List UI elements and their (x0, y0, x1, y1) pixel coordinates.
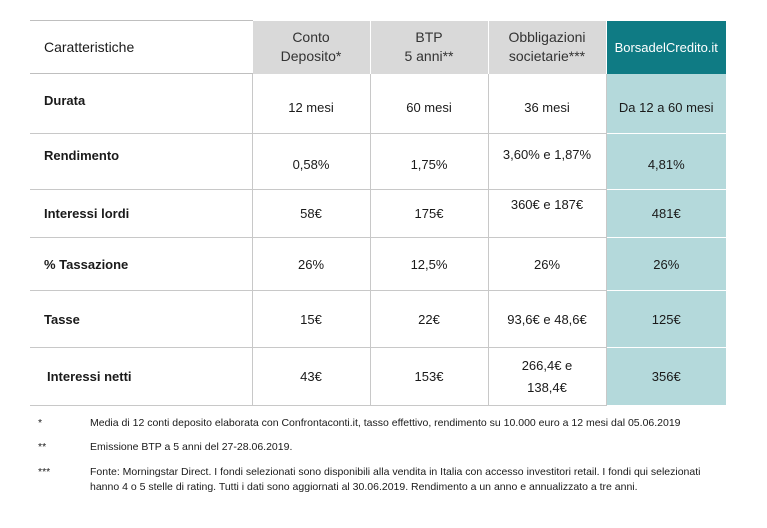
header-obbligazioni: Obbligazioni societarie*** (488, 21, 606, 74)
table-row (30, 190, 726, 238)
cell-value: 26% (488, 238, 606, 291)
footnote (38, 465, 758, 515)
row-label: Rendimento (30, 134, 252, 190)
header-characteristics: Caratteristiche (30, 21, 252, 74)
comparison-table (30, 20, 726, 406)
cell-value: 15€ (252, 291, 370, 348)
cell-highlight: 125€ (606, 291, 726, 348)
cell-value: 93,6€ e 48,6€ (488, 291, 606, 348)
cell-value: 153€ (370, 348, 488, 406)
cell-value: 12,5% (370, 238, 488, 291)
cell-value: 22€ (370, 291, 488, 348)
cell-value: 1,75% (370, 134, 488, 190)
cell-highlight: 4,81% (606, 134, 726, 190)
table-header-row (30, 21, 726, 74)
footnote-mark: ** (38, 441, 47, 453)
row-label: % Tassazione (30, 238, 252, 291)
cell-highlight: 26% (606, 238, 726, 291)
table-row (30, 134, 726, 190)
row-label: Tasse (30, 291, 252, 348)
footnote-mark: *** (38, 466, 51, 478)
cell-value: 175€ (370, 190, 488, 238)
row-label: Durata (30, 74, 252, 134)
footnote (38, 440, 758, 456)
cell-value: 360€ e 187€ (488, 190, 606, 238)
row-label: Interessi lordi (30, 190, 252, 238)
cell-value: 43€ (252, 348, 370, 406)
table-row (30, 238, 726, 291)
cell-value: 58€ (252, 190, 370, 238)
footnote-mark: * (38, 417, 43, 429)
cell-highlight: 356€ (606, 348, 726, 406)
row-label: Interessi netti (30, 348, 252, 406)
footnote-text: Media di 12 conti deposito elaborata con Confrontaconti.it, tasso effettivo, rendimento su 10.000 euro a 12 mesi dal 05.06.2019 (90, 417, 681, 429)
table-row (30, 74, 726, 134)
footnote (38, 416, 758, 432)
header-btp: BTP 5 anni** (370, 21, 488, 74)
table-row (30, 291, 726, 348)
header-conto-deposito: Conto Deposito* (252, 21, 370, 74)
header-borsadelcredito: BorsadelCredito.it (606, 21, 726, 74)
table-row (30, 348, 726, 406)
cell-value: 36 mesi (488, 74, 606, 134)
footnote-text: Fonte: Morningstar Direct. I fondi selezionati sono disponibili alla vendita in Italia con accesso investitori retail. I fondi qui selezionati hanno 4 o 5 stelle di rating. Tutti i dati sono aggiornati al 30.06.2019. Rendimento a un anno e annualizzato a tre anni. (90, 466, 701, 493)
cell-value: 12 mesi (252, 74, 370, 134)
cell-value: 3,60% e 1,87% (488, 134, 606, 190)
cell-highlight: 481€ (606, 190, 726, 238)
cell-value: 26% (252, 238, 370, 291)
cell-value: 0,58% (252, 134, 370, 190)
cell-highlight: Da 12 a 60 mesi (606, 74, 726, 134)
cell-value: 266,4€ e 138,4€ (488, 348, 606, 406)
footnote-text: Emissione BTP a 5 anni del 27-28.06.2019. (90, 441, 293, 453)
cell-value: 60 mesi (370, 74, 488, 134)
